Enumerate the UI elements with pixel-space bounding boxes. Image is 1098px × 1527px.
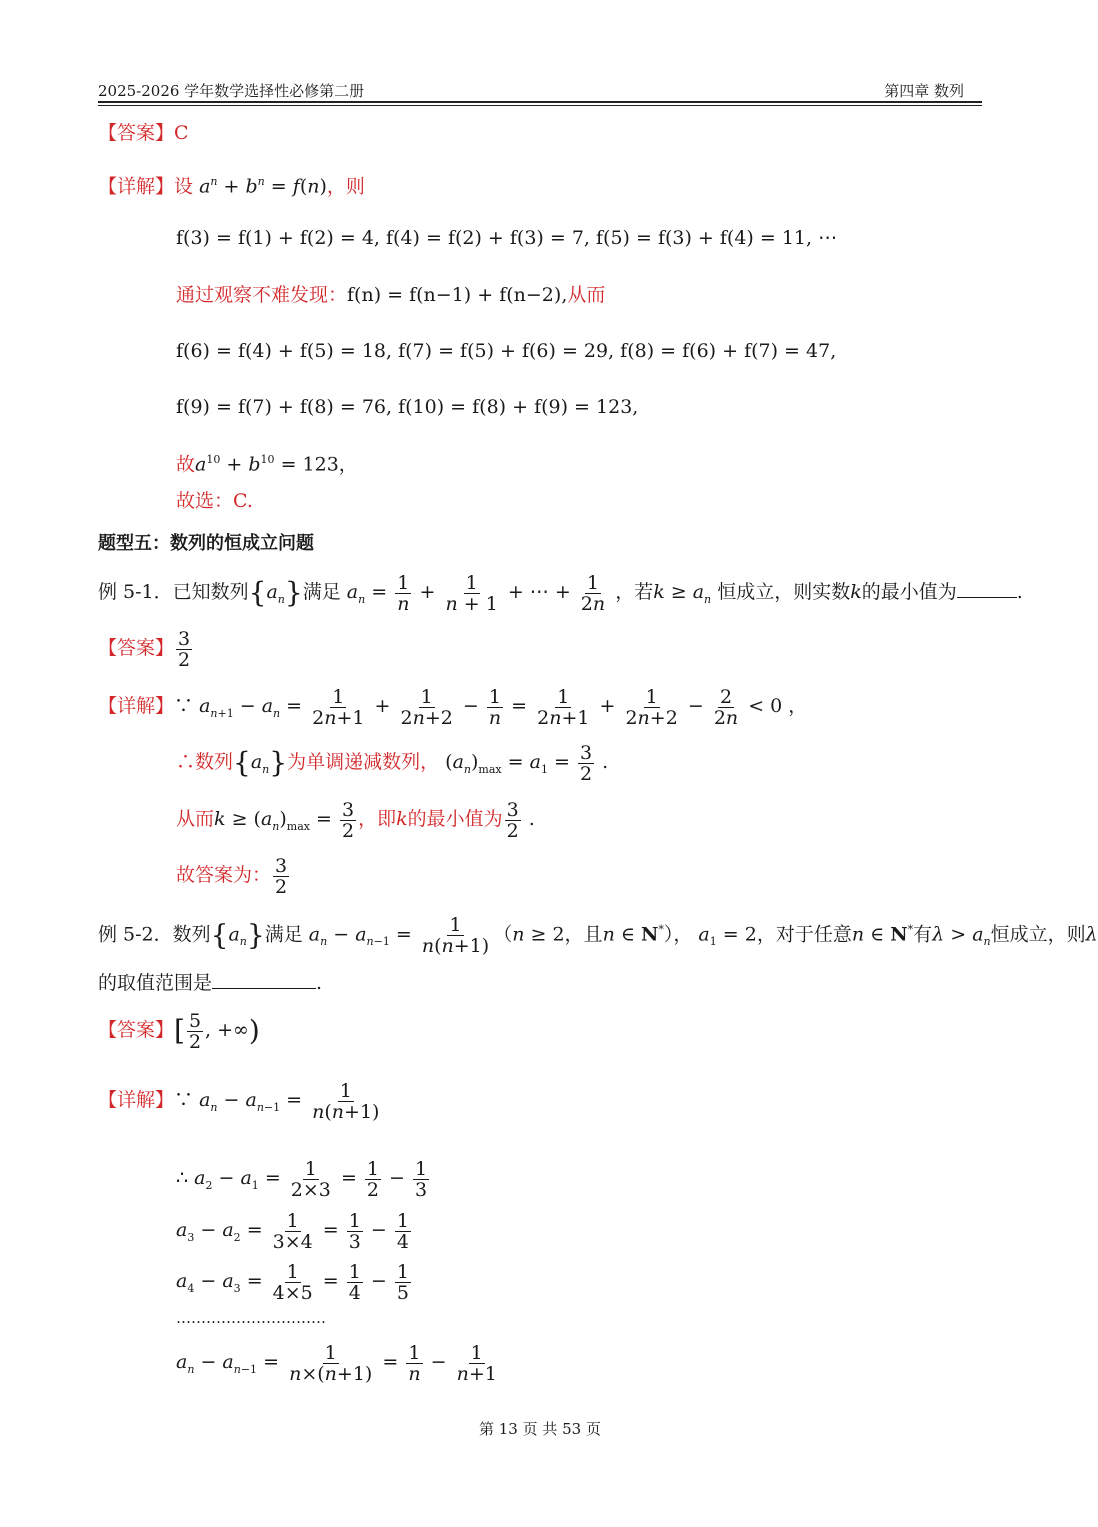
page-header (98, 80, 982, 104)
ex2-statement-2: 的取值范围是 . (98, 972, 323, 994)
ex2-statement: 例 5-2．数列$\{a_n\}$满足 $a_n - a_{n-1}$ = $\frac{1}{n(n+1)}$ （n ≥ 2，且n ∈ N*）， $a_1 = 2$，对于任意n ∈ N*有$\lambda > a_n$恒成立，则λ (98, 913, 1098, 957)
ex1-answer: 【答案】 $\frac{3}{2}$ (98, 627, 191, 671)
page-footer: 第 13 页 共 53 页 (478, 1420, 601, 1438)
recurrence-line-3: f(6) = f(4) + f(5) = 18, f(7) = f(5) + f(6) = 29, f(8) = f(6) + f(7) = 47, (176, 340, 837, 362)
prev-answer-value: C (174, 122, 189, 144)
conclusion-line: 故$a^{10} + b^{10} = 123$， (176, 453, 358, 476)
ex2-step-2: $a_3 - a_2$ = $\frac{1}{3\times 4}$ = $\frac{1}{3}$ − $\frac{1}{4}$ (176, 1209, 409, 1253)
header-book-title: 2025-2026 学年数学选择性必修第二册 (98, 82, 365, 100)
header-chapter: 第四章 数列 (884, 82, 964, 100)
ex2-detail-1: 【详解】∵ $a_n - a_{n-1}$ = $\frac{1}{n(n+1)}$ (98, 1079, 380, 1123)
ex1-detail-1: 【详解】∵ $a_{n+1} - a_n$ = $\frac{1}{2n+1}$ + $\frac{1}{2n+2}$ − $\frac{1}{n}$ = $\frac{1}{2n+1}$ + $\frac{1}{2n+2}$ − $\frac{2}{2n}$ < 0 ， (98, 685, 808, 729)
prev-answer-line (98, 121, 189, 145)
prev-detail-line: 【详解】设 $a^n + b^n = f(n)$，则 (98, 175, 365, 198)
ex1-detail-4: 故答案为： $\frac{3}{2}$ (176, 854, 288, 898)
ex2-step-3: $a_4 - a_3$ = $\frac{1}{4\times 5}$ = $\frac{1}{4}$ − $\frac{1}{5}$ (176, 1260, 409, 1304)
header-rule (98, 101, 982, 103)
ex1-statement: 例 5-1．已知数列$\{a_n\}$满足 $a_n$ = $\frac{1}{n}$ + $\frac{1}{n + 1}$ + ⋯ + $\frac{1}{2n}$ ，若$k \ge a_n$ 恒成立，则实数k的最小值为 . (98, 571, 1023, 615)
detail-label: 【详解】 (98, 175, 175, 198)
ex2-answer: 【答案】[ $\frac{5}{2}$ , +∞) (98, 1009, 260, 1053)
ex2-step-n: $a_n - a_{n-1}$ = $\frac{1}{n\times(n+1)}$ = $\frac{1}{n}$ − $\frac{1}{n+1}$ (176, 1341, 497, 1385)
recurrence-line-1: f(3) = f(1) + f(2) = 4, f(4) = f(2) + f(3) = 7, f(5) = f(3) + f(4) = 11, ⋯ (176, 227, 838, 249)
final-choice: 故选：C. (176, 490, 253, 512)
ex1-detail-2: ∴数列$\{a_n\}$为单调递减数列， $(a_n)_{max} = a_1$ = $\frac{3}{2}$ . (176, 741, 609, 785)
answer-label: 【答案】 (98, 122, 175, 144)
section-title: 题型五：数列的恒成立问题 (98, 533, 314, 554)
header-rule-thin (98, 105, 982, 106)
ex1-detail-3: 从而$k \ge (a_n)_{max}$ = $\frac{3}{2}$ ，即k的最小值为 $\frac{3}{2}$ . (176, 798, 535, 842)
observation-line: 通过观察不难发现：f(n) = f(n−1) + f(n−2),从而 (176, 284, 606, 306)
ex2-step-1: ∴ $a_2 - a_1$ = $\frac{1}{2\times 3}$ = $\frac{1}{2}$ − $\frac{1}{3}$ (176, 1157, 428, 1201)
recurrence-line-4: f(9) = f(7) + f(8) = 76, f(10) = f(8) + f(9) = 123, (176, 396, 639, 418)
ex2-dots: ………………………… (176, 1309, 326, 1327)
